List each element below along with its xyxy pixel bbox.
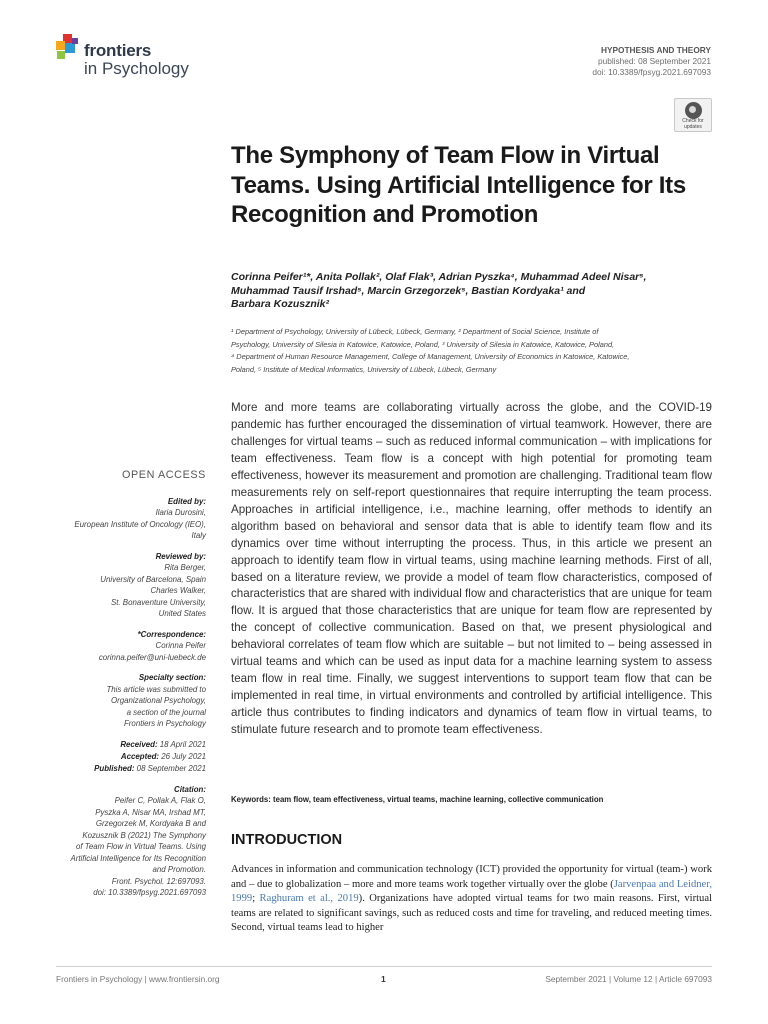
- reviewed-by-label: Reviewed by:: [155, 551, 206, 561]
- editor-country: Italy: [191, 531, 206, 540]
- correspondence-email[interactable]: corinna.peifer@uni-luebeck.de: [98, 652, 206, 662]
- footer-issue: September 2021 | Volume 12 | Article 697093: [545, 974, 712, 984]
- article-type: HYPOTHESIS AND THEORY: [600, 45, 711, 55]
- article-dates: [54, 739, 206, 775]
- intro-text-b: ). Organizations have adopted virtual teams for two main reasons. First, virtual teams are related to significant savings, such as reduced costs and time for traveling, and reduced meeting times. Second, virtual teams lead to higher: [231, 893, 713, 934]
- editor-name: Ilaria Durosini,: [155, 508, 206, 517]
- citation-line: Pyszka A, Nisar MA, Irshad MT,: [95, 807, 206, 817]
- intro-paragraph: [231, 863, 712, 936]
- published-date: published: 08 September 2021: [597, 56, 711, 66]
- abstract: More and more teams are collaborating virtually across the globe, and the COVID-19 pandemic has further encouraged the dissemination of virtual teamwork. However, there are challenges for virtual teams – such as reduced informal communication – with implications for team effectiveness. Team flow is a concept with high potential for promoting team effectiveness, however its measurement and promotion are challenging. Traditional team flow measurements rely on self-report questionnaires that require interrupting the team process. Approaches in artificial intelligence, i.e., machine learning, offer methods to identify an algorithm based on behavioral and sensor data that is able to identify team flow and its dynamics over time without interrupting the process. Thus, in this article we present an approach to identify team flow in virtual teams, using machine learning methods. First of all, based on a literature review, we provide a model of team flow characteristics, composed of characteristics that are shared with individual flow and characteristics that are unique for team flow. It is argued that those characteristics that are unique for team flow are represented by the concept of collective communication. Based on that, we present physiological and behavioral correlates of team flow which are suitable – but not limited to – being assessed in virtual teams and which can be used as input data for a machine learning system to assess team flow in real time. Finally, we suggest interventions to support team flow that can be implemented in real time, in virtual environments and controlled by artificial intelligence. This article thus contributes to finding indicators and dynamics of team flow in virtual teams, to stimulate future research and to promote team effectiveness.: [231, 401, 712, 737]
- affiliation-line: Psychology, University of Silesia in Katowice, Katowice, Poland, ³ University of Silesia in Katowice, Katowice, Poland,: [231, 339, 615, 349]
- footer-divider: [56, 966, 712, 967]
- accepted-label: Accepted:: [120, 751, 160, 761]
- check-updates-icon: [685, 102, 702, 119]
- open-access-label: OPEN ACCESS: [121, 469, 206, 481]
- citation-link[interactable]: Raghuram et al., 2019: [259, 893, 359, 905]
- citation-line: Artificial Intelligence for Its Recognition: [70, 853, 206, 863]
- editor-affiliation: European Institute of Oncology (IEO),: [74, 519, 206, 529]
- author-list: [231, 271, 701, 312]
- keywords: Keywords: team flow, team effectiveness, virtual teams, machine learning, collective communication: [231, 795, 604, 804]
- article-sidebar: [54, 470, 206, 908]
- logo-journal: in Psychology: [84, 59, 189, 78]
- check-updates-label-2: updates: [684, 123, 702, 130]
- citation-separator: ;: [252, 893, 260, 905]
- reviewer-country: United States: [158, 609, 206, 618]
- footer-journal[interactable]: Frontiers in Psychology | www.frontiersin.org: [56, 974, 220, 984]
- author-line: Barbara Kozusznik²: [231, 298, 330, 310]
- specialty-section: [54, 672, 206, 730]
- accepted-date: [54, 751, 206, 763]
- citation: [54, 784, 206, 899]
- accepted-value: 26 July 2021: [159, 751, 206, 761]
- author-line: Muhammad Tausif Irshad⁵, Marcin Grzegorzek⁵, Bastian Kordyaka¹ and: [231, 284, 586, 297]
- citation-line: and Promotion.: [152, 865, 206, 874]
- frontiers-logo-icon: [56, 34, 80, 62]
- citation-line: Front. Psychol. 12:697093.: [111, 876, 206, 886]
- reviewer-affiliation: St. Bonaventure University,: [110, 597, 206, 607]
- citation-line: Kozusznik B (2021) The Symphony: [82, 830, 206, 840]
- affiliation-line: Poland, ⁵ Institute of Medical Informatics, University of Lübeck, Lübeck, Germany: [231, 364, 497, 374]
- specialty-line: This article was submitted to: [106, 684, 206, 694]
- specialty-line: Frontiers in Psychology: [123, 719, 206, 728]
- journal-logo: [56, 34, 216, 82]
- check-updates-label: Check for: [682, 118, 704, 124]
- affiliation-line: ⁴ Department of Human Resource Management, College of Management, University of Economics in Katowice, Katowice,: [231, 352, 630, 361]
- edited-by: [54, 496, 206, 542]
- reviewer-affiliation: University of Barcelona, Spain: [100, 574, 206, 584]
- reviewer-name: Charles Walker,: [150, 586, 206, 595]
- affiliations: [231, 326, 701, 376]
- author-line: Corinna Peifer¹*, Anita Pollak², Olaf Flak³, Adrian Pyszka⁴, Muhammad Adeel Nisar⁵,: [231, 271, 647, 283]
- article-doi[interactable]: doi: 10.3389/fpsyg.2021.697093: [592, 67, 711, 77]
- section-heading: INTRODUCTION: [231, 832, 343, 848]
- correspondence: [54, 629, 206, 664]
- article-title: The Symphony of Team Flow in Virtual Teams. Using Artificial Intelligence for Its Recognition and Promotion: [231, 142, 686, 228]
- citation-line: of Team Flow in Virtual Teams. Using: [76, 842, 206, 851]
- logo-name: frontiers: [84, 41, 152, 60]
- specialty-label: Specialty section:: [138, 673, 206, 682]
- citation-line: Peifer C, Pollak A, Flak O,: [114, 796, 206, 805]
- citation-doi[interactable]: doi: 10.3389/fpsyg.2021.697093: [93, 888, 206, 897]
- page-number: 1: [381, 974, 386, 984]
- reviewer-name: Rita Berger,: [164, 563, 206, 572]
- received-label: Received:: [120, 739, 158, 749]
- citation-line: Grzegorzek M, Kordyaka B and: [95, 819, 206, 828]
- affiliation-line: ¹ Department of Psychology, University of Lübeck, Lübeck, Germany, ² Department of Social Science, Institute of: [231, 327, 599, 336]
- published-date-sidebar: [54, 763, 206, 775]
- correspondence-name: Corinna Peifer: [155, 641, 206, 650]
- article-meta: [592, 45, 711, 78]
- reviewed-by: [54, 551, 206, 620]
- published-label: Published:: [94, 763, 135, 773]
- specialty-line: a section of the journal: [126, 707, 206, 717]
- published-value: 08 September 2021: [134, 763, 206, 773]
- citation-link[interactable]: Jarvenpaa and Leidner, 1999: [231, 878, 713, 905]
- edited-by-label: Edited by:: [167, 496, 206, 506]
- citation-label: Citation:: [174, 784, 206, 794]
- received-value: 18 April 2021: [157, 739, 206, 749]
- intro-text-a: Advances in information and communication technology (ICT) provided the opportunity for virtual (team-) work and – due to globalization – more and more teams work together virtually over the globe (: [231, 864, 712, 890]
- specialty-line: Organizational Psychology,: [110, 696, 206, 705]
- received-date: [54, 739, 206, 751]
- correspondence-label: *Correspondence:: [137, 629, 206, 639]
- check-for-updates-badge[interactable]: [674, 98, 712, 132]
